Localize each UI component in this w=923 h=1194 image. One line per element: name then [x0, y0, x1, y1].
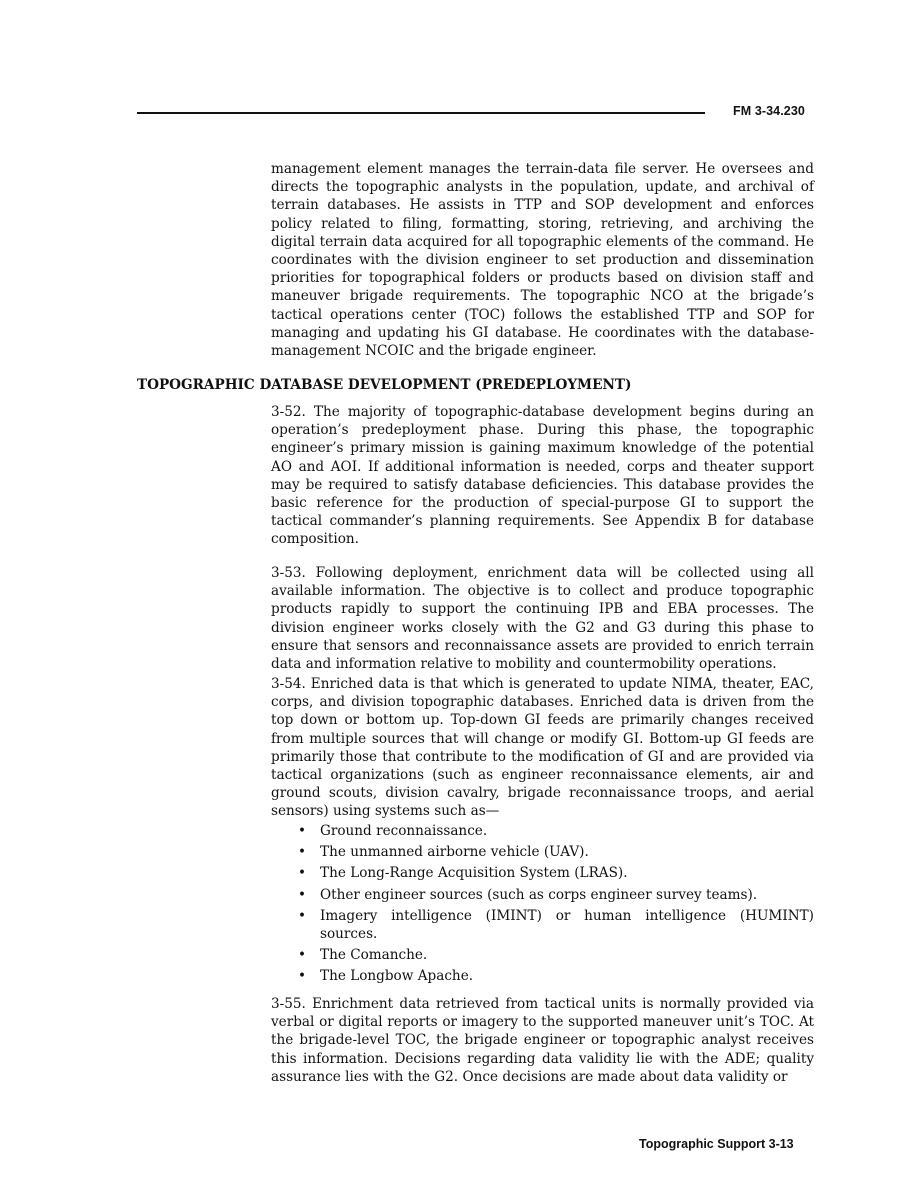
paragraph-3-55: 3-55. Enrichment data retrieved from tactical units is normally provided via verbal or digital reports or imagery to the supported maneuver unit’s TOC. At the brigade-level TOC, the brigade engineer or topographic analyst receives this information. Decisions regarding data validity lie with the ADE; quality assurance lies with the G2. Once decisions are made about data validity or	[271, 996, 814, 1085]
bullet-icon: •	[298, 968, 307, 985]
paragraph-3-52: 3-52. The majority of topographic-database development begins during an operation’s predeployment phase. During this phase, the topographic engineer’s primary mission is gaining maximum knowledge of the potential AO and AOI. If additional information is needed, corps and theater support may be required to satisfy database deficiencies. This database provides the basic reference for the production of special-purpose GI to support the tactical commander’s planning requirements. See Appendix B for database composition.	[271, 404, 814, 548]
list-item	[271, 864, 814, 882]
bullet-icon: •	[298, 865, 307, 882]
list-item-text: The Longbow Apache.	[320, 968, 474, 985]
list-item	[271, 843, 814, 861]
systems-bullet-list	[271, 822, 814, 989]
list-item-text: Other engineer sources (such as corps engineer survey teams).	[320, 886, 758, 903]
header-rule	[137, 112, 705, 114]
document-code: FM 3-34.230	[733, 104, 805, 118]
list-item-text: The Comanche.	[320, 947, 428, 964]
paragraph-continued: management element manages the terrain-data file server. He oversees and directs the topographic analysts in the population, update, and archival of terrain databases. He assists in TTP and SOP development and enforces policy related to filing, formatting, storing, retrieving, and archiving the digital terrain data acquired for all topographic elements of the command. He coordinates with the division engineer to set production and dissemination priorities for topographical folders or products based on division staff and maneuver brigade requirements. The topographic NCO at the brigade’s tactical operations center (TOC) follows the established TTP and SOP for managing and updating his GI database. He coordinates with the database-management NCOIC and the brigade engineer.	[271, 161, 814, 360]
bullet-icon: •	[298, 844, 307, 861]
list-item-text: The Long-Range Acquisition System (LRAS).	[320, 865, 628, 882]
page-footer: Topographic Support 3-13	[639, 1137, 794, 1151]
paragraph-3-54: 3-54. Enriched data is that which is generated to update NIMA, theater, EAC, corps, and division topographic databases. Enriched data is driven from the top down or bottom up. Top-down GI feeds are primarily changes received from multiple sources that will change or modify GI. Bottom-up GI feeds are primarily those that contribute to the modification of GI and are provided via tactical organizations (such as engineer reconnaissance elements, air and ground scouts, division cavalry, brigade reconnaissance troops, and aerial sensors) using systems such as—	[271, 676, 814, 820]
bullet-icon: •	[298, 886, 307, 903]
list-item-text: The unmanned airborne vehicle (UAV).	[320, 844, 589, 861]
list-item-text: Imagery intelligence (IMINT) or human intelligence (HUMINT) sources.	[320, 907, 814, 943]
list-item	[271, 886, 814, 904]
bullet-icon: •	[298, 947, 307, 964]
bullet-icon: •	[298, 823, 307, 839]
list-item	[271, 967, 814, 985]
list-item	[271, 907, 814, 943]
bullet-icon: •	[298, 907, 307, 924]
paragraph-3-53: 3-53. Following deployment, enrichment data will be collected using all available information. The objective is to collect and produce topographic products rapidly to support the continuing IPB and EBA processes. The division engineer works closely with the G2 and G3 during this phase to ensure that sensors and reconnaissance assets are provided to enrich terrain data and information relative to mobility and countermobility operations.	[271, 565, 814, 673]
list-item	[271, 946, 814, 964]
list-item	[271, 822, 814, 840]
list-item-text: Ground reconnaissance.	[320, 823, 488, 839]
section-heading: TOPOGRAPHIC DATABASE DEVELOPMENT (PREDEPLOYMENT)	[137, 377, 632, 393]
